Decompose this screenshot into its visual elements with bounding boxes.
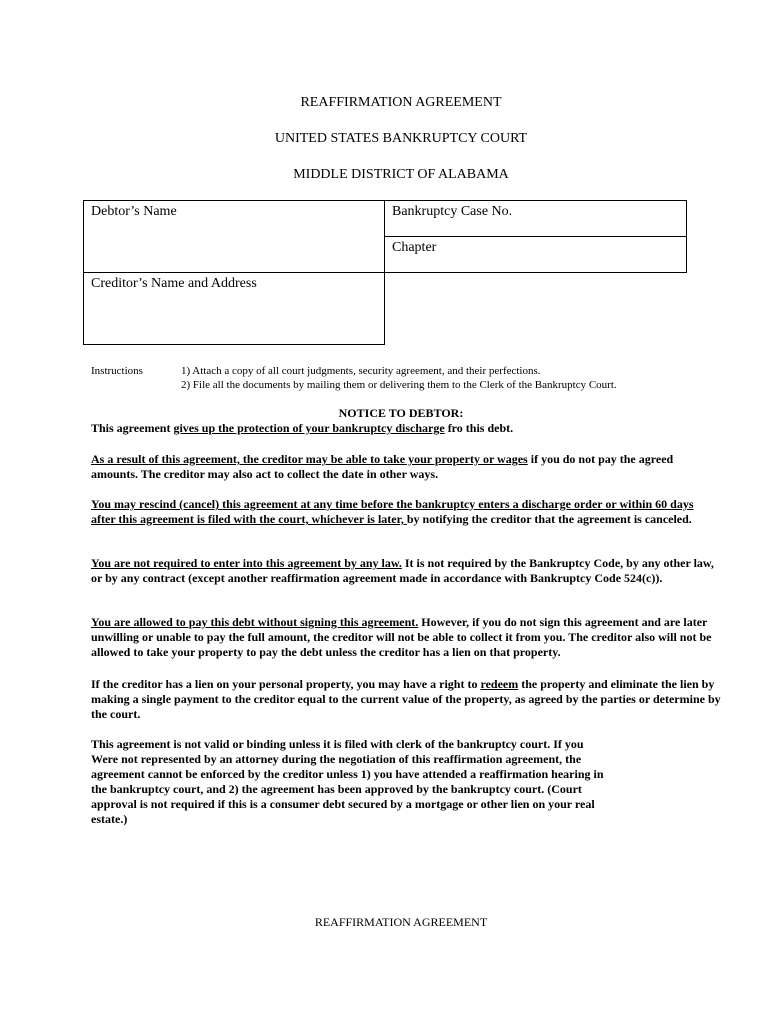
notice-paragraph-not-required: You are not required to enter into this agreement by any law. It is not required by the Bankruptcy Code, by any other law, or by any contract (except another reaffirmation agreement made in accordance with Bankruptcy Code 524(c)). [91,556,714,585]
notice-paragraph-property: As a result of this agreement, the creditor may be able to take your property or wages if you do not pay the agreed amounts. The creditor may also act to collect the date in other ways. [91,452,674,481]
creditor-name-address-field[interactable] [83,272,385,345]
notice-paragraph-rescind: You may rescind (cancel) this agreement at any time before the bankruptcy enters a discharge order or within 60 days after this agreement is filed with the court, whichever is later, by notifying the creditor that the agreement is canceled. [91,497,694,526]
notice-intro: This agreement gives up the protection of your bankruptcy discharge fro this debt. [91,421,514,435]
district-name: MIDDLE DISTRICT OF ALABAMA [293,167,509,182]
instruction-item: 2) File all the documents by mailing them or delivering them to the Clerk of the Bankruptcy Court. [181,379,617,391]
creditor-label: Creditor’s Name and Address [91,276,257,291]
court-name: UNITED STATES BANKRUPTCY COURT [274,131,528,146]
footer-title: REAFFIRMATION AGREEMENT [314,915,488,929]
notice-paragraph-validity: This agreement is not valid or binding unless it is filed with clerk of the bankruptcy court. If you Were not represented by an attorney during the negotiation of this reaffirmation agreement, the agreement cannot be enforced by the creditor unless 1) you have attended a reaffirmation hearing in the bankruptcy court, and 2) the agreement has been approved by the bankruptcy court. (Court approval is not required if this is a consumer debt secured by a mortgage or other lien on your real estate.) [91,737,604,826]
chapter-field[interactable] [384,236,687,273]
notice-title: NOTICE TO DEBTOR: [338,406,464,420]
document-title: REAFFIRMATION AGREEMENT [300,95,502,110]
notice-paragraph-pay-without-signing: You are allowed to pay this debt without signing this agreement. However, if you do not sign this agreement and are later unwilling or unable to pay the full amount, the creditor will not be able to collect it from you. The creditor also will not be allowed to take your property to pay the debt unless the creditor has a lien on that property. [91,615,712,659]
instruction-item: 1) Attach a copy of all court judgments, security agreement, and their perfections. [181,365,541,377]
instructions-label: Instructions [91,365,143,377]
debtor-name-label: Debtor’s Name [91,204,177,219]
case-number-label: Bankruptcy Case No. [392,204,513,219]
case-info-table [83,200,687,345]
notice-paragraph-redeem: If the creditor has a lien on your personal property, you may have a right to redeem the property and eliminate the lien by making a single payment to the creditor equal to the current value of the property, as agreed by the parties or determine by the court. [91,677,721,721]
chapter-label: Chapter [392,240,437,255]
debtor-name-field[interactable] [83,200,385,273]
case-number-field[interactable] [384,200,687,237]
